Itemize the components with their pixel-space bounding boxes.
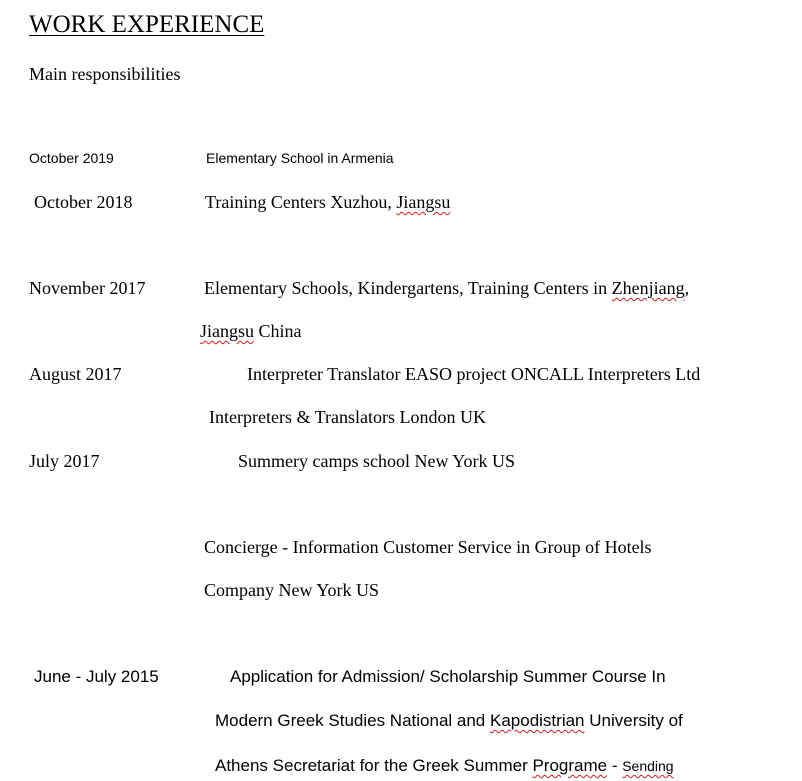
spellcheck-word: Sending bbox=[622, 758, 674, 774]
text-segment: - bbox=[607, 756, 623, 775]
text-segment: Training Centers Xuzhou, bbox=[205, 192, 397, 212]
text-segment: , bbox=[684, 278, 690, 298]
entry-description-continued bbox=[215, 712, 683, 729]
entry-description-continued: Concierge - Information Customer Service in Group of Hotels bbox=[204, 537, 652, 557]
section-subheading: Main responsibilities bbox=[29, 64, 181, 84]
entry-description-continued bbox=[200, 322, 302, 340]
entry-description bbox=[205, 193, 450, 211]
entry-date: June - July 2015 bbox=[34, 667, 159, 686]
text-segment: Elementary Schools, Kindergartens, Training Centers in bbox=[204, 278, 612, 298]
entry-date: October 2018 bbox=[34, 192, 133, 212]
entry-description-continued: Company New York US bbox=[204, 580, 380, 600]
spellcheck-word: Programe bbox=[532, 756, 608, 775]
text-segment: China bbox=[254, 321, 302, 341]
entry-description: Interpreter Translator EASO project ONCALL Interpreters Ltd bbox=[247, 364, 701, 384]
spellcheck-word: Jiangsu bbox=[396, 192, 451, 212]
spellcheck-word: Jiangsu bbox=[200, 321, 254, 341]
spellcheck-word: Zhenjiang bbox=[611, 278, 685, 298]
entry-description: Elementary School in Armenia bbox=[206, 150, 394, 166]
section-heading: WORK EXPERIENCE bbox=[29, 11, 265, 38]
entry-date: October 2019 bbox=[29, 150, 114, 166]
text-segment: Modern Greek Studies National and bbox=[215, 711, 490, 730]
text-segment: University of bbox=[584, 711, 683, 730]
entry-date: August 2017 bbox=[29, 364, 122, 384]
entry-description-continued: Interpreters & Translators London UK bbox=[209, 407, 486, 427]
entry-date: July 2017 bbox=[29, 451, 100, 471]
spellcheck-word: Kapodistrian bbox=[490, 711, 585, 730]
entry-description bbox=[204, 279, 689, 297]
entry-description: Application for Admission/ Scholarship Summer Course In bbox=[230, 667, 666, 686]
entry-description-continued bbox=[215, 757, 674, 774]
text-segment: Athens Secretariat for the Greek Summer bbox=[215, 756, 533, 775]
entry-description: Summery camps school New York US bbox=[238, 451, 515, 471]
entry-date: November 2017 bbox=[29, 278, 146, 298]
